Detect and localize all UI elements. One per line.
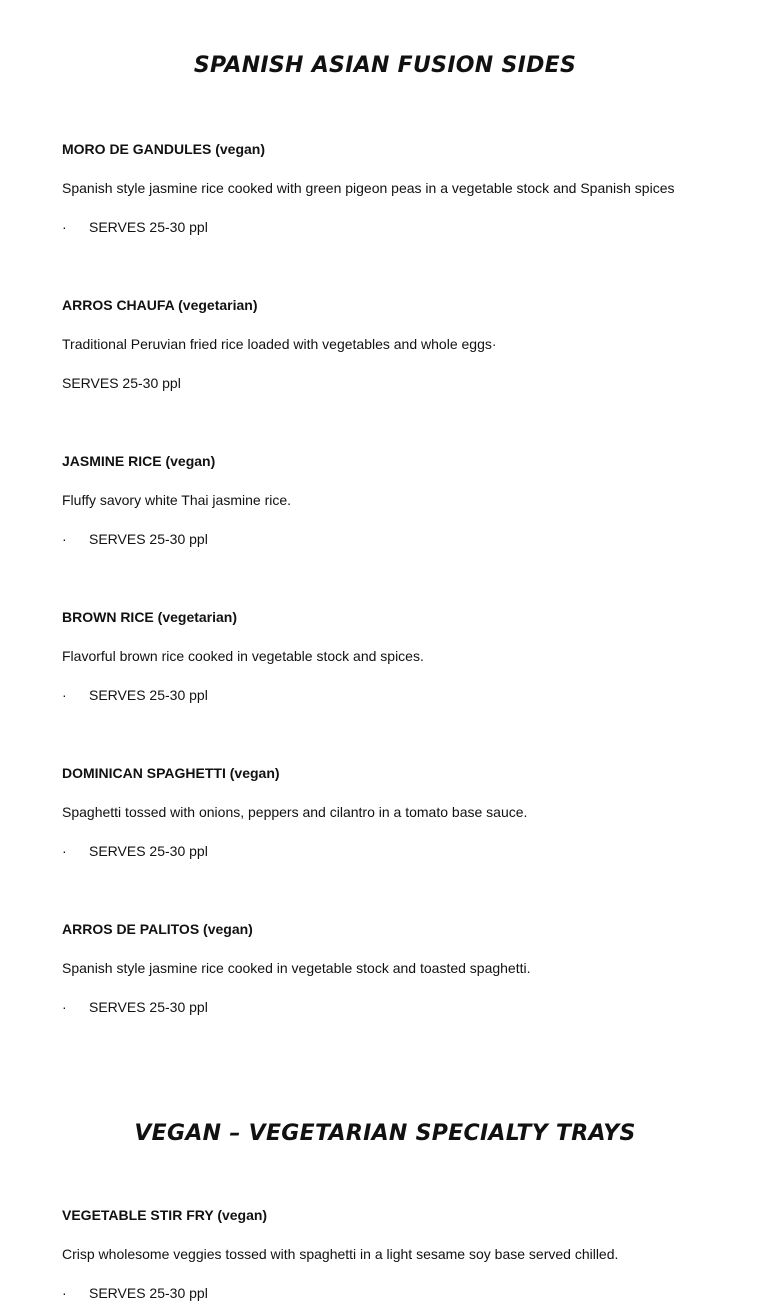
item-serves [62,1284,742,1302]
item-name: JASMINE RICE (vegan) [62,453,216,469]
item-serves [62,998,742,1016]
bullet-icon: · [62,219,67,235]
serves-label: SERVES 25-30 ppl [89,531,208,547]
item-serves [62,218,742,236]
bullet-icon: · [62,999,67,1015]
bullet-icon: · [62,531,67,547]
item-description: Fluffy savory white Thai jasmine rice. [62,492,292,508]
menu-item [62,1206,742,1302]
item-description: Traditional Peruvian fried rice loaded with vegetables and whole eggs· [62,336,497,352]
item-description: Crisp wholesome veggies tossed with spaghetti in a light sesame soy base served chilled. [62,1246,619,1262]
item-name: MORO DE GANDULES (vegan) [62,141,266,157]
item-serves [62,530,742,548]
menu-item [62,920,742,1016]
menu-item [62,764,742,860]
section-title-sides: SPANISH ASIAN FUSION SIDES [193,53,577,78]
serves-label: SERVES 25-30 ppl [89,1285,208,1301]
item-description: Spaghetti tossed with onions, peppers and cilantro in a tomato base sauce. [62,804,528,820]
menu-item [62,608,742,704]
item-name: BROWN RICE (vegetarian) [62,609,238,625]
bullet-icon: · [62,687,67,703]
item-name: ARROS DE PALITOS (vegan) [62,921,253,937]
item-description: Spanish style jasmine rice cooked in vegetable stock and toasted spaghetti. [62,960,531,976]
bullet-icon: · [62,843,67,859]
serves-label: SERVES 25-30 ppl [62,375,181,391]
item-description: Spanish style jasmine rice cooked with green pigeon peas in a vegetable stock and Spanish spices [62,180,675,196]
serves-label: SERVES 25-30 ppl [89,843,208,859]
menu-item [62,296,742,392]
serves-label: SERVES 25-30 ppl [89,219,208,235]
item-serves [62,686,742,704]
section-title-specialty-trays: VEGAN – VEGETARIAN SPECIALTY TRAYS [134,1121,636,1146]
serves-label: SERVES 25-30 ppl [89,999,208,1015]
menu-item [62,452,742,548]
menu-item [62,140,742,236]
item-description: Flavorful brown rice cooked in vegetable stock and spices. [62,648,424,664]
item-name: ARROS CHAUFA (vegetarian) [62,297,258,313]
bullet-icon: · [62,1285,67,1301]
item-name: VEGETABLE STIR FRY (vegan) [62,1207,268,1223]
item-serves [62,842,742,860]
item-serves [62,374,742,392]
serves-label: SERVES 25-30 ppl [89,687,208,703]
item-name: DOMINICAN SPAGHETTI (vegan) [62,765,280,781]
